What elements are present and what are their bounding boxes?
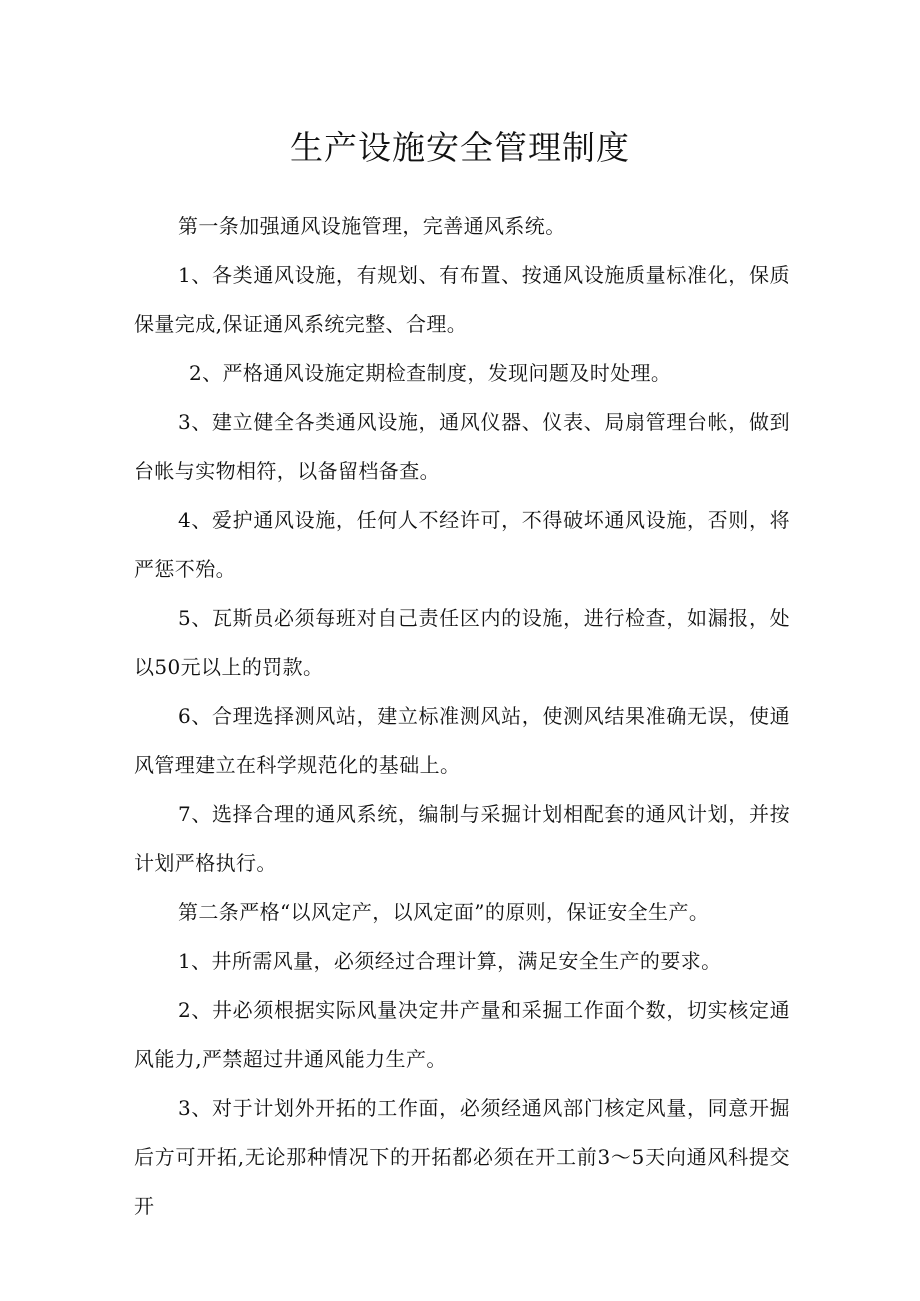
paragraph-article-1: 第一条加强通风设施管理，完善通风系统。	[178, 214, 566, 238]
paragraph-item-6: 6、合理选择测风站，建立标准测风站，使测风结果准确无误，使通风管理建立在科学规范化的基础上。	[134, 704, 790, 777]
paragraph-item-4: 4、爱护通风设施，任何人不经许可，不得破坏通风设施，否则，将严惩不殆。	[134, 508, 790, 581]
paragraph-item-2-3: 3、对于计划外开拓的工作面，必须经通风部门核定风量，同意开掘后方可开拓,无论那种情况下的开拓都必须在开工前3～5天向通风科提交开	[134, 1096, 790, 1218]
paragraph-item-2: 2、严格通风设施定期检查制度，发现问题及时处理。	[189, 361, 672, 385]
document-body	[134, 202, 790, 1231]
paragraph-item-2-1: 1、井所需风量，必须经过合理计算，满足安全生产的要求。	[178, 949, 722, 973]
paragraph-item-1: 1、各类通风设施，有规划、有布置、按通风设施质量标准化，保质保量完成,保证通风系统完整、合理。	[134, 263, 790, 336]
paragraph-article-2: 第二条严格“以风定产，以风定面”的原则，保证安全生产。	[178, 900, 710, 924]
paragraph-item-5: 5、瓦斯员必须每班对自己责任区内的设施，进行检查，如漏报，处以50元以上的罚款。	[134, 606, 790, 679]
paragraph-item-2-2: 2、井必须根据实际风量决定井产量和采掘工作面个数，切实核定通风能力,严禁超过井通风能力生产。	[134, 998, 790, 1071]
document-title: 生产设施安全管理制度	[290, 128, 630, 167]
paragraph-item-3: 3、建立健全各类通风设施，通风仪器、仪表、局扇管理台帐，做到台帐与实物相符，以备留档备查。	[134, 410, 790, 483]
paragraph-item-7: 7、选择合理的通风系统，编制与采掘计划相配套的通风计划，并按计划严格执行。	[134, 802, 790, 875]
